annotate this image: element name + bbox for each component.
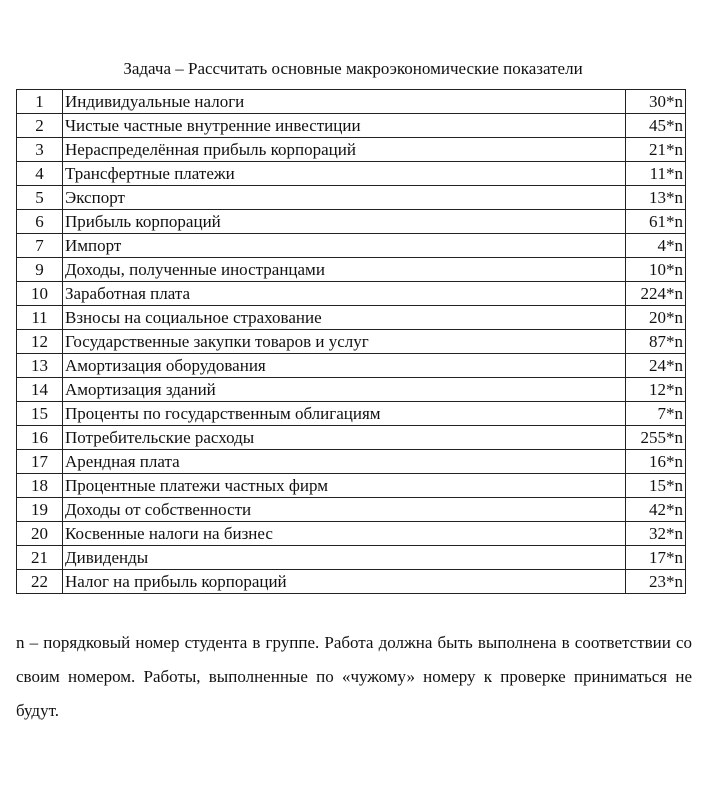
row-number: 21 [17,546,63,570]
indicator-value: 42*n [626,498,686,522]
indicators-table-body [17,90,686,594]
table-row [17,90,686,114]
row-number: 5 [17,186,63,210]
table-row [17,402,686,426]
indicator-name: Импорт [63,234,626,258]
indicator-name: Дивиденды [63,546,626,570]
indicator-name: Амортизация зданий [63,378,626,402]
table-row [17,306,686,330]
indicator-name: Прибыль корпораций [63,210,626,234]
row-number: 3 [17,138,63,162]
indicator-value: 13*n [626,186,686,210]
indicators-table [16,89,686,594]
indicator-value: 224*n [626,282,686,306]
indicator-value: 15*n [626,474,686,498]
table-row [17,258,686,282]
indicator-value: 16*n [626,450,686,474]
indicator-name: Трансфертные платежи [63,162,626,186]
indicator-name: Заработная плата [63,282,626,306]
row-number: 18 [17,474,63,498]
indicator-name: Доходы от собственности [63,498,626,522]
row-number: 22 [17,570,63,594]
row-number: 20 [17,522,63,546]
indicator-name: Государственные закупки товаров и услуг [63,330,626,354]
row-number: 19 [17,498,63,522]
table-row [17,522,686,546]
indicator-name: Чистые частные внутренние инвестиции [63,114,626,138]
indicator-value: 30*n [626,90,686,114]
row-number: 17 [17,450,63,474]
table-row [17,138,686,162]
student-number-note: n – порядковый номер студента в группе. Работа должна быть выполнена в соответствии со своим номером. Работы, выполненные по «чужому» номеру к проверке приниматься не будут. [16,633,692,720]
indicator-name: Арендная плата [63,450,626,474]
indicator-value: 20*n [626,306,686,330]
indicator-name: Налог на прибыль корпораций [63,570,626,594]
table-row [17,162,686,186]
indicator-name: Проценты по государственным облигациям [63,402,626,426]
table-row [17,234,686,258]
indicator-value: 12*n [626,378,686,402]
indicator-name: Взносы на социальное страхование [63,306,626,330]
indicator-name: Амортизация оборудования [63,354,626,378]
indicator-name: Нераспределённая прибыль корпораций [63,138,626,162]
indicator-value: 17*n [626,546,686,570]
indicator-value: 4*n [626,234,686,258]
row-number: 6 [17,210,63,234]
table-row [17,114,686,138]
indicator-value: 21*n [626,138,686,162]
table-row [17,450,686,474]
indicator-name: Индивидуальные налоги [63,90,626,114]
indicator-value: 32*n [626,522,686,546]
indicator-value: 45*n [626,114,686,138]
row-number: 16 [17,426,63,450]
table-row [17,282,686,306]
row-number: 12 [17,330,63,354]
table-row [17,570,686,594]
row-number: 2 [17,114,63,138]
indicator-name: Экспорт [63,186,626,210]
row-number: 11 [17,306,63,330]
indicator-name: Процентные платежи частных фирм [63,474,626,498]
table-row [17,330,686,354]
table-row [17,186,686,210]
indicator-value: 87*n [626,330,686,354]
table-row [17,210,686,234]
indicator-value: 61*n [626,210,686,234]
table-row [17,426,686,450]
task-title: Задача – Рассчитать основные макроэкономические показатели [123,59,583,78]
indicator-value: 11*n [626,162,686,186]
indicator-value: 24*n [626,354,686,378]
row-number: 15 [17,402,63,426]
row-number: 10 [17,282,63,306]
row-number: 4 [17,162,63,186]
row-number: 1 [17,90,63,114]
indicator-value: 255*n [626,426,686,450]
indicator-name: Доходы, полученные иностранцами [63,258,626,282]
row-number: 13 [17,354,63,378]
indicator-value: 10*n [626,258,686,282]
table-row [17,354,686,378]
table-row [17,498,686,522]
row-number: 7 [17,234,63,258]
row-number: 14 [17,378,63,402]
indicator-value: 23*n [626,570,686,594]
table-row [17,474,686,498]
table-row [17,546,686,570]
row-number: 9 [17,258,63,282]
indicator-name: Потребительские расходы [63,426,626,450]
indicator-name: Косвенные налоги на бизнес [63,522,626,546]
table-row [17,378,686,402]
indicator-value: 7*n [626,402,686,426]
